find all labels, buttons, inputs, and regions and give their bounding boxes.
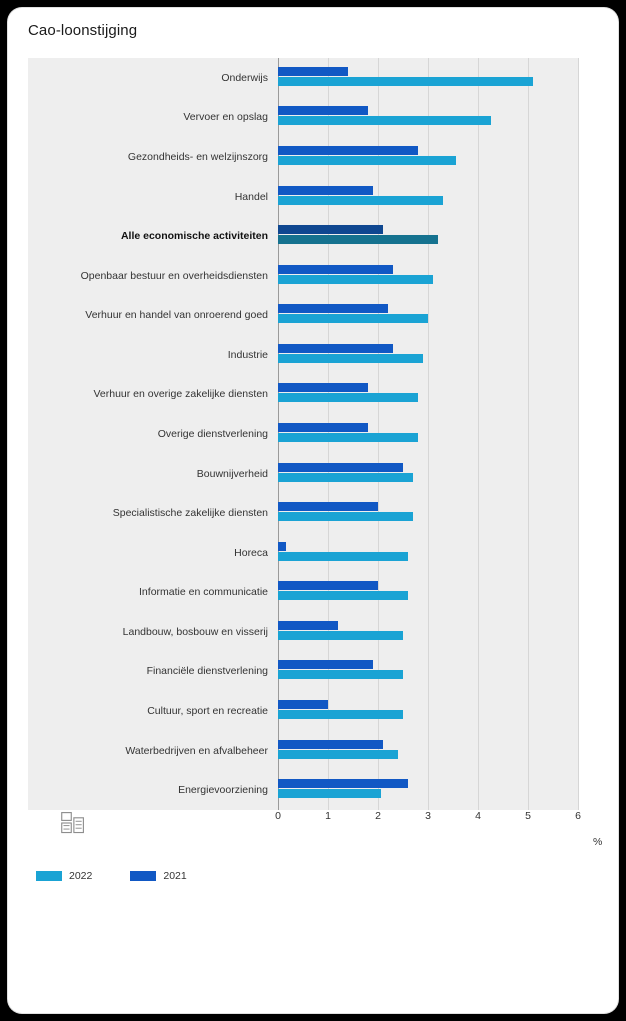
bar-2022 — [278, 116, 491, 125]
plot — [278, 58, 578, 810]
chart-area — [28, 58, 598, 822]
bar-2021 — [278, 186, 373, 195]
legend-item[interactable] — [36, 870, 92, 882]
bar-2021 — [278, 581, 378, 590]
bar-2022 — [278, 156, 456, 165]
bar-2021 — [278, 502, 378, 511]
legend — [36, 870, 215, 882]
category-label: Overige dienstverlening — [157, 428, 268, 440]
bar-2022 — [278, 314, 428, 323]
bar-2021 — [278, 304, 388, 313]
category-label: Verhuur en overige zakelijke diensten — [93, 388, 268, 401]
bar-2021 — [278, 423, 368, 432]
bar-2022 — [278, 77, 533, 86]
bar-2021 — [278, 621, 338, 630]
gridline — [578, 58, 579, 810]
bar-2021 — [278, 344, 393, 353]
axis-tick: 3 — [425, 810, 431, 822]
bar-2021 — [278, 740, 383, 749]
category-label: Financiële dienstverlening — [146, 665, 268, 678]
category-label: Horeca — [234, 546, 268, 559]
page-title: Cao-loonstijging — [28, 22, 138, 39]
bar-2021 — [278, 67, 348, 76]
legend-item[interactable] — [130, 870, 186, 882]
bar-2021 — [278, 542, 286, 551]
gridline — [478, 58, 479, 810]
category-label: Industrie — [227, 348, 268, 361]
category-label: Openbaar bestuur en overheidsdiensten — [80, 269, 268, 282]
bar-2022 — [278, 710, 403, 719]
axis-tick: 4 — [475, 810, 481, 822]
gridline — [528, 58, 529, 810]
axis-tick: 6 — [575, 810, 581, 822]
bar-2021 — [278, 225, 383, 234]
category-label: Cultuur, sport en recreatie — [147, 705, 268, 718]
bar-2022 — [278, 631, 403, 640]
cbs-logo — [60, 810, 86, 836]
category-label: Waterbedrijven en afvalbeheer — [125, 744, 268, 757]
legend-swatch — [36, 871, 62, 881]
axis-tick: 2 — [375, 810, 381, 822]
category-label: Gezondheids- en welzijnszorg — [127, 150, 268, 163]
gridline — [428, 58, 429, 810]
bar-2022 — [278, 670, 403, 679]
axis-tick: 5 — [525, 810, 531, 822]
legend-label: 2022 — [69, 870, 93, 882]
bar-2022 — [278, 473, 413, 482]
category-label: Specialistische zakelijke diensten — [112, 507, 268, 520]
bar-2021 — [278, 146, 418, 155]
bar-2021 — [278, 779, 408, 788]
bar-2021 — [278, 383, 368, 392]
bar-2021 — [278, 700, 328, 709]
bar-2022 — [278, 433, 418, 442]
bar-2022 — [278, 789, 381, 798]
category-label: Informatie en communicatie — [139, 586, 268, 599]
x-axis — [275, 810, 581, 840]
category-label: Alle economische activiteiten — [120, 230, 268, 243]
bar-2022 — [278, 393, 418, 402]
category-label: Landbouw, bosbouw en visserij — [122, 625, 268, 638]
category-label: Vervoer en opslag — [183, 111, 268, 124]
legend-swatch — [130, 871, 156, 881]
axis-tick: 1 — [325, 810, 331, 822]
category-label: Verhuur en handel van onroerend goed — [85, 309, 268, 322]
category-label: Onderwijs — [221, 71, 268, 84]
category-label: Handel — [234, 190, 268, 203]
bar-2021 — [278, 660, 373, 669]
category-label: Bouwnijverheid — [196, 467, 268, 480]
bar-2022 — [278, 235, 438, 244]
bar-2022 — [278, 552, 408, 561]
bar-2022 — [278, 750, 398, 759]
axis-unit-label: % — [593, 836, 603, 848]
bar-2022 — [278, 591, 408, 600]
chart-card — [8, 8, 618, 1013]
legend-label: 2021 — [163, 870, 187, 882]
bar-2022 — [278, 275, 433, 284]
bar-2022 — [278, 196, 443, 205]
bar-2021 — [278, 463, 403, 472]
category-label: Energievoorziening — [178, 784, 268, 797]
bar-2022 — [278, 354, 423, 363]
bar-2021 — [278, 106, 368, 115]
bar-2022 — [278, 512, 413, 521]
axis-tick: 0 — [275, 810, 281, 822]
bar-2021 — [278, 265, 393, 274]
